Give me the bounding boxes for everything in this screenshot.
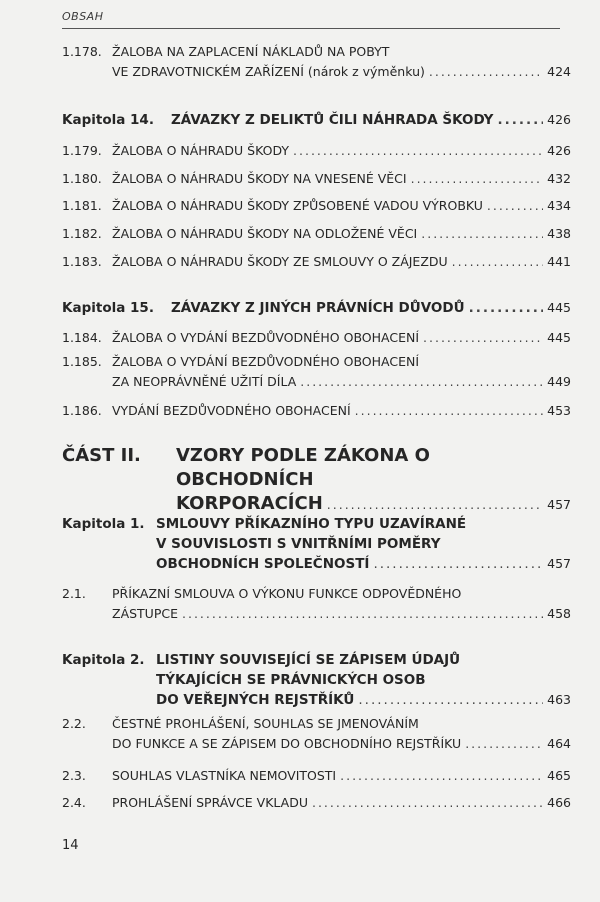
entry-number: 1.181. [62,198,102,213]
entry-number: 1.186. [62,403,102,418]
leader-dots [312,793,543,813]
entry-page: 426 [547,143,571,158]
entry-title: ŽALOBA O NÁHRADU ŠKODY ZPŮSOBENÉ VADOU VÝROBKU [112,198,483,213]
entry-title-line: ČESTNÉ PROHLÁŠENÍ, SOUHLAS SE JMENOVÁNÍM [112,716,419,731]
entry-title-line: DO FUNKCE A SE ZÁPISEM DO OBCHODNÍHO REJSTŘÍKU [112,736,462,751]
entry-page: 449 [547,374,571,389]
entry-page: 424 [547,64,571,79]
entry-page: 438 [547,226,571,241]
leader-dots [182,604,543,624]
entry-number: 2.1. [62,586,86,601]
entry-number: 1.185. [62,354,102,369]
leader-dots [373,554,543,574]
chapter-heading[interactable] [62,650,571,716]
entry-title-line: ŽALOBA NA ZAPLACENÍ NÁKLADŮ NA POBYT [112,44,390,59]
entry-number: 2.3. [62,768,86,783]
chapter-title-line: LISTINY SOUVISEJÍCÍ SE ZÁPISEM ÚDAJŮ [156,652,461,668]
chapter-label: Kapitola 14. [62,112,154,128]
entry-title-line: ZÁSTUPCE [112,606,178,621]
part-page: 457 [547,497,571,512]
entry-page: 434 [547,198,571,213]
entry-title-line: ZA NEOPRÁVNĚNÉ UŽITÍ DÍLA [112,374,297,389]
leader-dots [411,169,544,189]
chapter-label: Kapitola 15. [62,300,154,316]
entry-number: 1.182. [62,226,102,241]
entry-page: 464 [547,736,571,751]
chapter-page: 445 [547,300,571,315]
toc-entry[interactable] [62,352,571,396]
page-number: 14 [62,838,79,853]
entry-page: 441 [547,254,571,269]
chapter-label: Kapitola 1. [62,516,145,532]
entry-page: 445 [547,330,571,345]
chapter-page: 457 [547,556,571,571]
part-heading[interactable] [62,444,571,514]
part-title-line: VZORY PODLE ZÁKONA O OBCHODNÍCH [176,445,430,490]
entry-number: 1.178. [62,44,102,59]
entry-page: 453 [547,403,571,418]
entry-number: 1.184. [62,330,102,345]
running-header: OBSAH [62,10,104,23]
entry-title: SOUHLAS VLASTNÍKA NEMOVITOSTI [112,768,337,783]
toc-entry[interactable] [62,714,571,758]
leader-dots [469,298,544,318]
chapter-title: ZÁVAZKY Z JINÝCH PRÁVNÍCH DŮVODŮ [171,300,465,316]
entry-title: ŽALOBA O NÁHRADU ŠKODY NA ODLOŽENÉ VĚCI [112,226,418,241]
chapter-title-line: DO VEŘEJNÝCH REJSTŘÍKŮ [156,692,355,708]
chapter-heading[interactable] [62,514,571,580]
toc-entry[interactable] [62,584,571,628]
leader-dots [358,690,543,710]
entry-title: PROHLÁŠENÍ SPRÁVCE VKLADU [112,795,308,810]
chapter-title-line: OBCHODNÍCH SPOLEČNOSTÍ [156,556,370,572]
entry-title: ŽALOBA O NÁHRADU ŠKODY ZE SMLOUVY O ZÁJEZDU [112,254,448,269]
toc-entry[interactable] [62,42,571,86]
leader-dots [421,224,543,244]
chapter-title-line: V SOUVISLOSTI S VNITŘNÍMI POMĚRY [156,536,441,552]
chapter-page: 463 [547,692,571,707]
entry-number: 2.4. [62,795,86,810]
leader-dots [452,252,543,272]
entry-number: 2.2. [62,716,86,731]
part-title-line: KORPORACÍCH [176,493,323,514]
leader-dots [465,734,543,754]
chapter-title-line: SMLOUVY PŘÍKAZNÍHO TYPU UZAVÍRANÉ [156,516,467,532]
header-rule [62,28,560,29]
entry-title-line: VE ZDRAVOTNICKÉM ZAŘÍZENÍ (nárok z výměnku) [112,64,425,79]
entry-page: 466 [547,795,571,810]
entry-title: ŽALOBA O NÁHRADU ŠKODY [112,143,290,158]
chapter-page: 426 [547,112,571,127]
chapter-title-line: TÝKAJÍCÍCH SE PRÁVNICKÝCH OSOB [156,672,426,688]
leader-dots [293,141,543,161]
entry-number: 1.180. [62,171,102,186]
leader-dots [340,766,543,786]
leader-dots [487,196,543,216]
entry-number: 1.179. [62,143,102,158]
leader-dots [497,110,543,130]
leader-dots [355,401,543,421]
entry-title: ŽALOBA O VYDÁNÍ BEZDŮVODNÉHO OBOHACENÍ [112,330,420,345]
entry-title-line: ŽALOBA O VYDÁNÍ BEZDŮVODNÉHO OBOHACENÍ [112,354,420,369]
entry-title: VYDÁNÍ BEZDŮVODNÉHO OBOHACENÍ [112,403,351,418]
chapter-label: Kapitola 2. [62,652,145,668]
chapter-title: ZÁVAZKY Z DELIKTŮ ČILI NÁHRADA ŠKODY [171,112,494,128]
part-label: ČÁST II. [62,445,141,466]
leader-dots [423,328,543,348]
entry-page: 432 [547,171,571,186]
entry-title-line: PŘÍKAZNÍ SMLOUVA O VÝKONU FUNKCE ODPOVĚDNÉHO [112,586,462,601]
entry-title: ŽALOBA O NÁHRADU ŠKODY NA VNESENÉ VĚCI [112,171,407,186]
entry-page: 458 [547,606,571,621]
leader-dots [300,372,543,392]
entry-number: 1.183. [62,254,102,269]
entry-page: 465 [547,768,571,783]
leader-dots [429,62,543,82]
